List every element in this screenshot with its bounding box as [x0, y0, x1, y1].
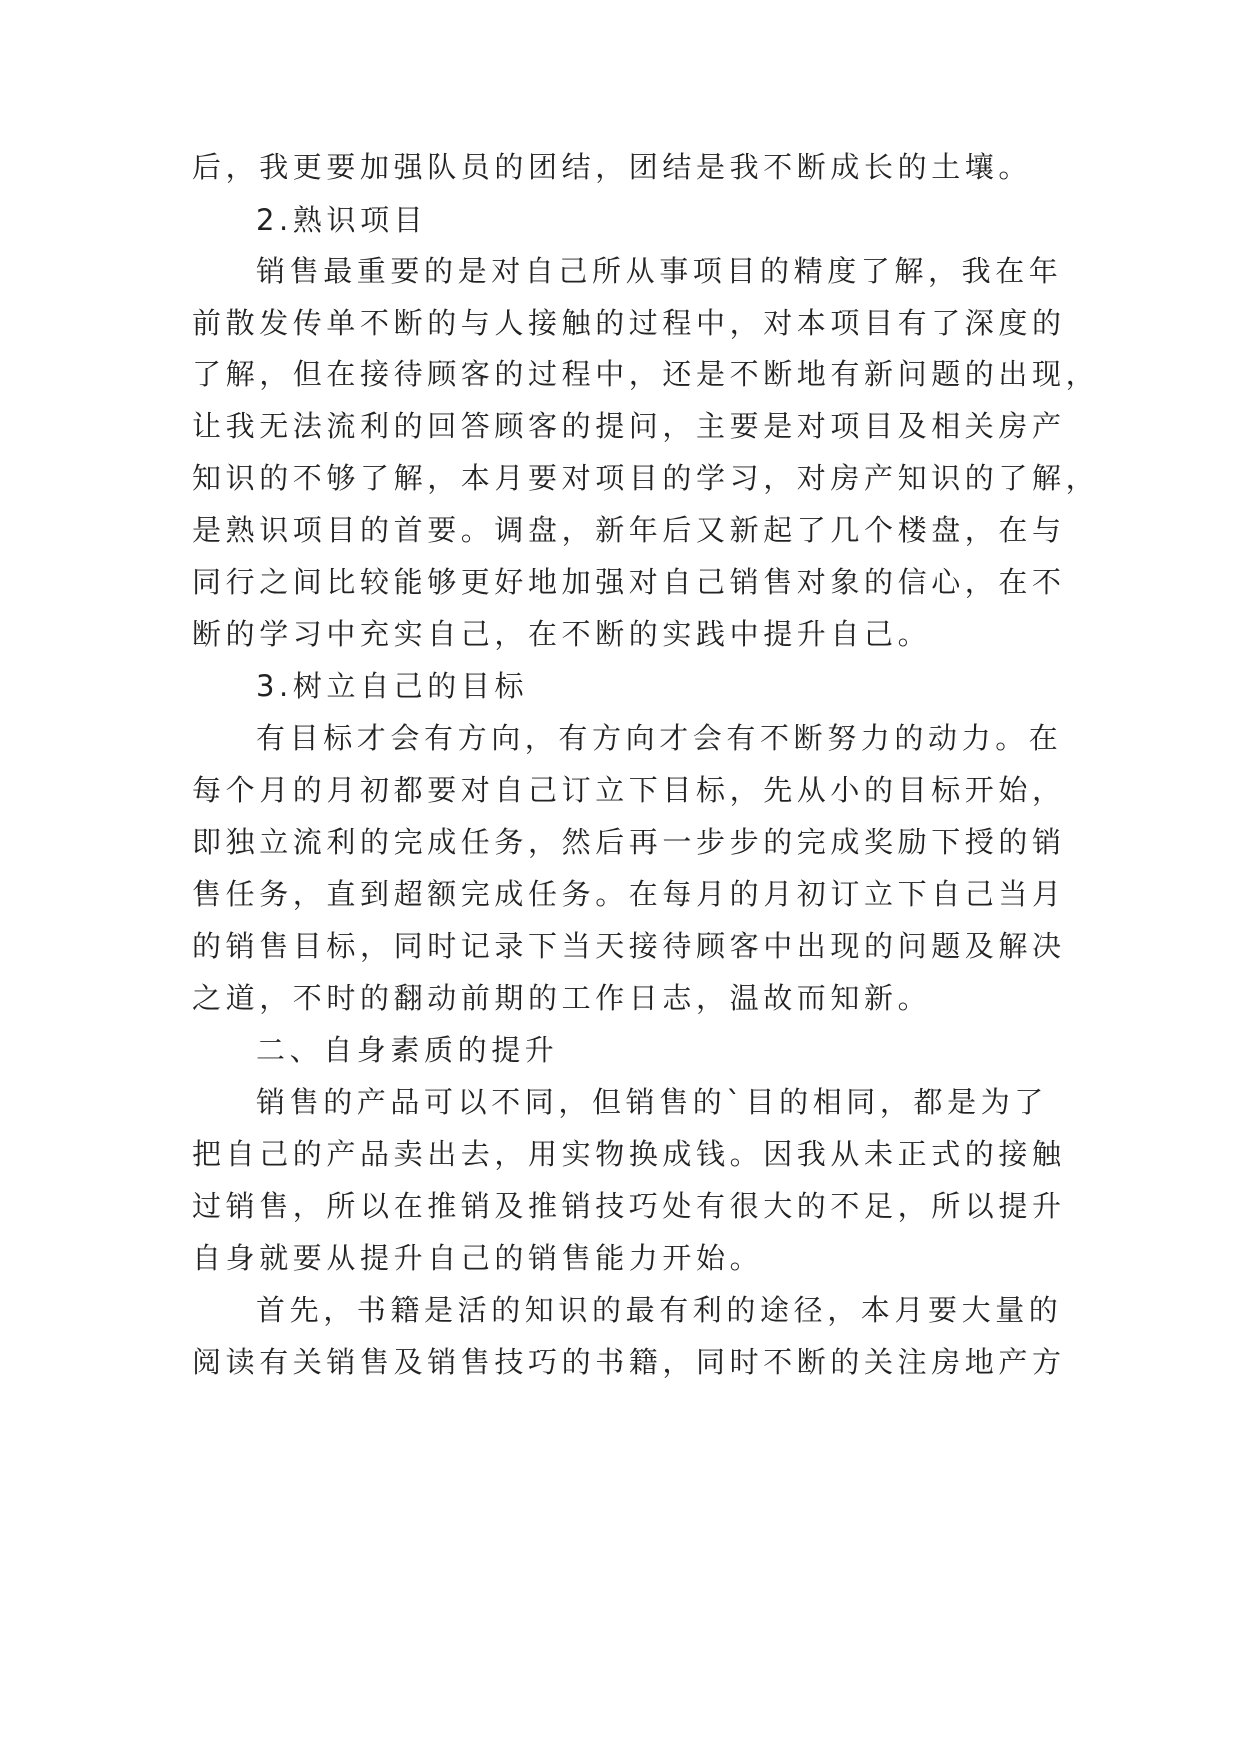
text-line: 的销售目标，同时记录下当天接待顾客中出现的问题及解决 [192, 929, 1066, 963]
text-line: 即独立流利的完成任务，然后再一步步的完成奖励下授的销 [192, 825, 1066, 859]
text-line: 销售最重要的是对自己所从事项目的精度了解，我在年 [256, 254, 1063, 288]
document-page [192, 0, 1100, 1754]
section-heading: 3.树立自己的目标 [256, 669, 529, 703]
text-line: 销售的产品可以不同，但销售的`目的相同，都是为了 [256, 1085, 1048, 1119]
section-heading: 二、自身素质的提升 [256, 1033, 559, 1067]
text-line: 断的学习中充实自己，在不断的实践中提升自己。 [192, 617, 932, 651]
text-line: 首先，书籍是活的知识的最有利的途径，本月要大量的 [256, 1293, 1063, 1327]
text-line: 自身就要从提升自己的销售能力开始。 [192, 1241, 764, 1275]
text-line: 有目标才会有方向，有方向才会有不断努力的动力。在 [256, 721, 1063, 755]
text-line: 知识的不够了解，本月要对项目的学习，对房产知识的了解， [192, 461, 1100, 495]
text-line: 了解，但在接待顾客的过程中，还是不断地有新问题的出现， [192, 357, 1100, 391]
text-line: 同行之间比较能够更好地加强对自己销售对象的信心，在不 [192, 565, 1066, 599]
section-heading: 2.熟识项目 [256, 203, 428, 237]
text-line: 让我无法流利的回答顾客的提问，主要是对项目及相关房产 [192, 409, 1066, 443]
text-line: 之道，不时的翻动前期的工作日志，温故而知新。 [192, 981, 932, 1015]
text-line: 是熟识项目的首要。调盘，新年后又新起了几个楼盘，在与 [192, 513, 1066, 547]
text-line: 后，我更要加强队员的团结，团结是我不断成长的土壤。 [192, 150, 1033, 184]
text-line: 把自己的产品卖出去，用实物换成钱。因我从未正式的接触 [192, 1137, 1066, 1171]
text-line: 售任务，直到超额完成任务。在每月的月初订立下自己当月 [192, 877, 1066, 911]
text-line: 阅读有关销售及销售技巧的书籍，同时不断的关注房地产方 [192, 1345, 1066, 1379]
text-line: 每个月的月初都要对自己订立下目标，先从小的目标开始， [192, 773, 1066, 807]
text-line: 过销售，所以在推销及推销技巧处有很大的不足，所以提升 [192, 1189, 1066, 1223]
text-line: 前散发传单不断的与人接触的过程中，对本项目有了深度的 [192, 306, 1066, 340]
